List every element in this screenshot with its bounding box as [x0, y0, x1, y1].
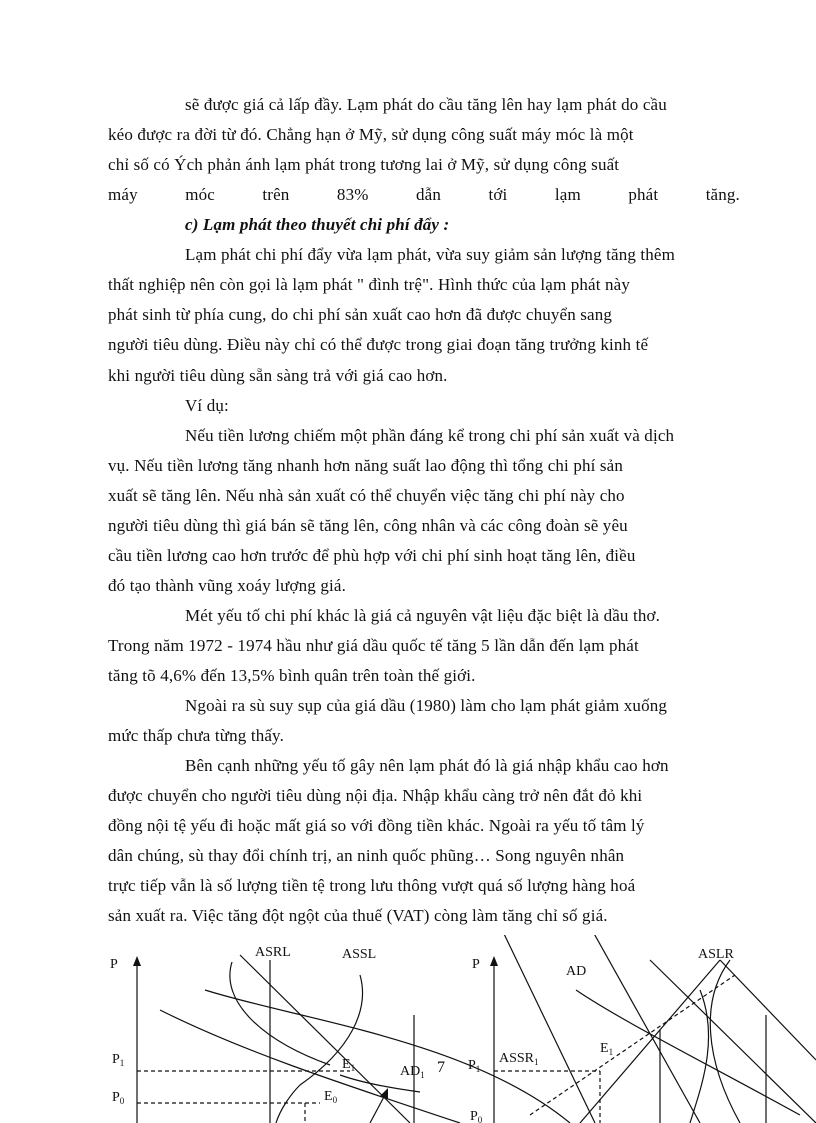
text-line: xuất sẽ tăng lên. Nếu nhà sản xuất có thể chuyển việc tăng chi phí này cho	[108, 486, 625, 505]
right-diagonal	[650, 960, 816, 1123]
text-line: Mét yếu tố chi phí khác là giá cả nguyên vật liệu đặc biệt là dầu thơ.	[185, 606, 661, 625]
text-line: Ví dụ:	[185, 396, 229, 415]
left-shift-arrow	[370, 1093, 386, 1123]
right-ad-label: AD	[566, 964, 587, 979]
left-e1-label: $E_1$	[342, 1057, 356, 1073]
section-heading: c) Lạm phát theo thuyết chi phí đẩy :	[185, 215, 450, 234]
text-line: chỉ số có Ých phản ánh lạm phát trong tương lai ở Mỹ, sử dụng công suất	[108, 155, 620, 174]
left-supply-curve	[230, 962, 330, 1065]
justified-text-line	[108, 185, 740, 205]
text-line: vụ. Nếu tiền lương tăng nhanh hơn năng suất lao động thì tổng chi phí sản	[108, 456, 624, 475]
text-line: kéo được ra đời từ đó. Chẳng hạn ở Mỹ, sử dụng công suất máy móc là một	[108, 125, 634, 144]
left-axis-arrow-icon	[133, 956, 141, 966]
left-ad1-label: $AD_1$	[400, 1064, 425, 1080]
left-asrl-label: ASRL	[255, 945, 291, 960]
left-assl-label: ASSL	[342, 947, 377, 962]
left-long-diagonal	[540, 935, 700, 1123]
word: máy	[108, 185, 138, 204]
word: móc	[185, 185, 215, 204]
text-line: Ngoài ra sù suy sụp của giá dầu (1980) làm cho lạm phát giảm xuống	[185, 696, 668, 715]
right-p0-label: $P_0$	[470, 1109, 483, 1123]
text-line: khi người tiêu dùng sẵn sàng trả với giá cao hơn.	[108, 366, 448, 385]
text-line: cầu tiền lương cao hơn trước để phù hợp với chi phí sinh hoạt tăng lên, điều	[108, 546, 636, 565]
text-line: Trong năm 1972 - 1974 hầu như giá dầu quốc tế tăng 5 lần dẫn đến lạm phát	[108, 636, 639, 655]
right-p1-label: $P_1$	[468, 1058, 481, 1074]
right-assr1-label: $ASSR_1$	[499, 1051, 539, 1067]
supply-demand-diagrams	[0, 935, 816, 1123]
word: trên	[262, 185, 290, 204]
word: tăng.	[705, 185, 740, 204]
text-line: Bên cạnh những yếu tố gây nên lạm phát đó là giá nhập khẩu cao hơn	[185, 756, 669, 775]
text-line: sản xuất ra. Việc tăng đột ngột của thuế (VAT) còng làm tăng chỉ số giá.	[108, 906, 608, 925]
word: 83%	[336, 185, 369, 204]
right-aslr-curve	[710, 960, 740, 1123]
text-line: dân chúng, sù thay đổi chính trị, an ninh quốc phũng… Song nguyên nhân	[108, 846, 625, 865]
word: dẫn	[416, 185, 442, 204]
text-line: phát sinh từ phía cung, do chi phí sản xuất cao hơn đã được chuyển sang	[108, 305, 613, 324]
text-line: đồng nội tệ yếu đi hoặc mất giá so với đồng tiền khác. Ngoài ra yếu tố tâm lý	[108, 816, 645, 835]
word: phát	[628, 185, 659, 204]
text-line: Nếu tiền lương chiếm một phần đáng kể trong chi phí sản xuất và dịch	[185, 426, 675, 445]
left-p1-label: $P_1$	[112, 1052, 125, 1068]
arrow-head-icon	[380, 1088, 388, 1099]
right-axis-label: P	[472, 957, 480, 972]
right-aslr-label: ASLR	[698, 947, 734, 962]
text-line: mức thấp chưa từng thấy.	[108, 726, 285, 745]
word: tới	[488, 185, 508, 204]
left-p0-label: $P_0$	[112, 1090, 125, 1106]
left-axis-label: P	[110, 957, 118, 972]
right-dashed-diagonal	[530, 975, 735, 1115]
right-axis-arrow-icon	[490, 956, 498, 966]
text-line: tăng tõ 4,6% đến 13,5% bình quân trên toàn thế giới.	[108, 666, 476, 685]
text-line: đó tạo thành vũng xoáy lượng giá.	[108, 576, 346, 595]
text-line: sẽ được giá cả lấp đầy. Lạm phát do cầu tăng lên hay lạm phát do cầu	[185, 95, 667, 114]
left-supply-curve-2	[276, 975, 363, 1123]
text-line: người tiêu dùng. Điều này chỉ có thể được trong giai đoạn tăng trưởng kinh tế	[108, 335, 649, 354]
text-line: trực tiếp vẫn là số lượng tiền tệ trong lưu thông vượt quá số lượng hàng hoá	[108, 876, 636, 895]
text-line: người tiêu dùng thì giá bán sẽ tăng lên, công nhân và các công đoàn sẽ yêu	[108, 516, 628, 535]
left-e0-label: $E_0$	[324, 1089, 338, 1105]
right-e1-label: $E_1$	[600, 1041, 614, 1057]
word: lạm	[554, 185, 581, 204]
text-line: thất nghiệp nên còn gọi là lạm phát " đình trệ". Hình thức của lạm phát này	[108, 275, 631, 294]
text-line: được chuyển cho người tiêu dùng nội địa. Nhập khẩu càng trở nên đắt đỏ khi	[108, 786, 643, 805]
text-line: Lạm phát chi phí đẩy vừa lạm phát, vừa suy giảm sản lượng tăng thêm	[185, 245, 675, 264]
page-number: 7	[437, 1059, 445, 1076]
